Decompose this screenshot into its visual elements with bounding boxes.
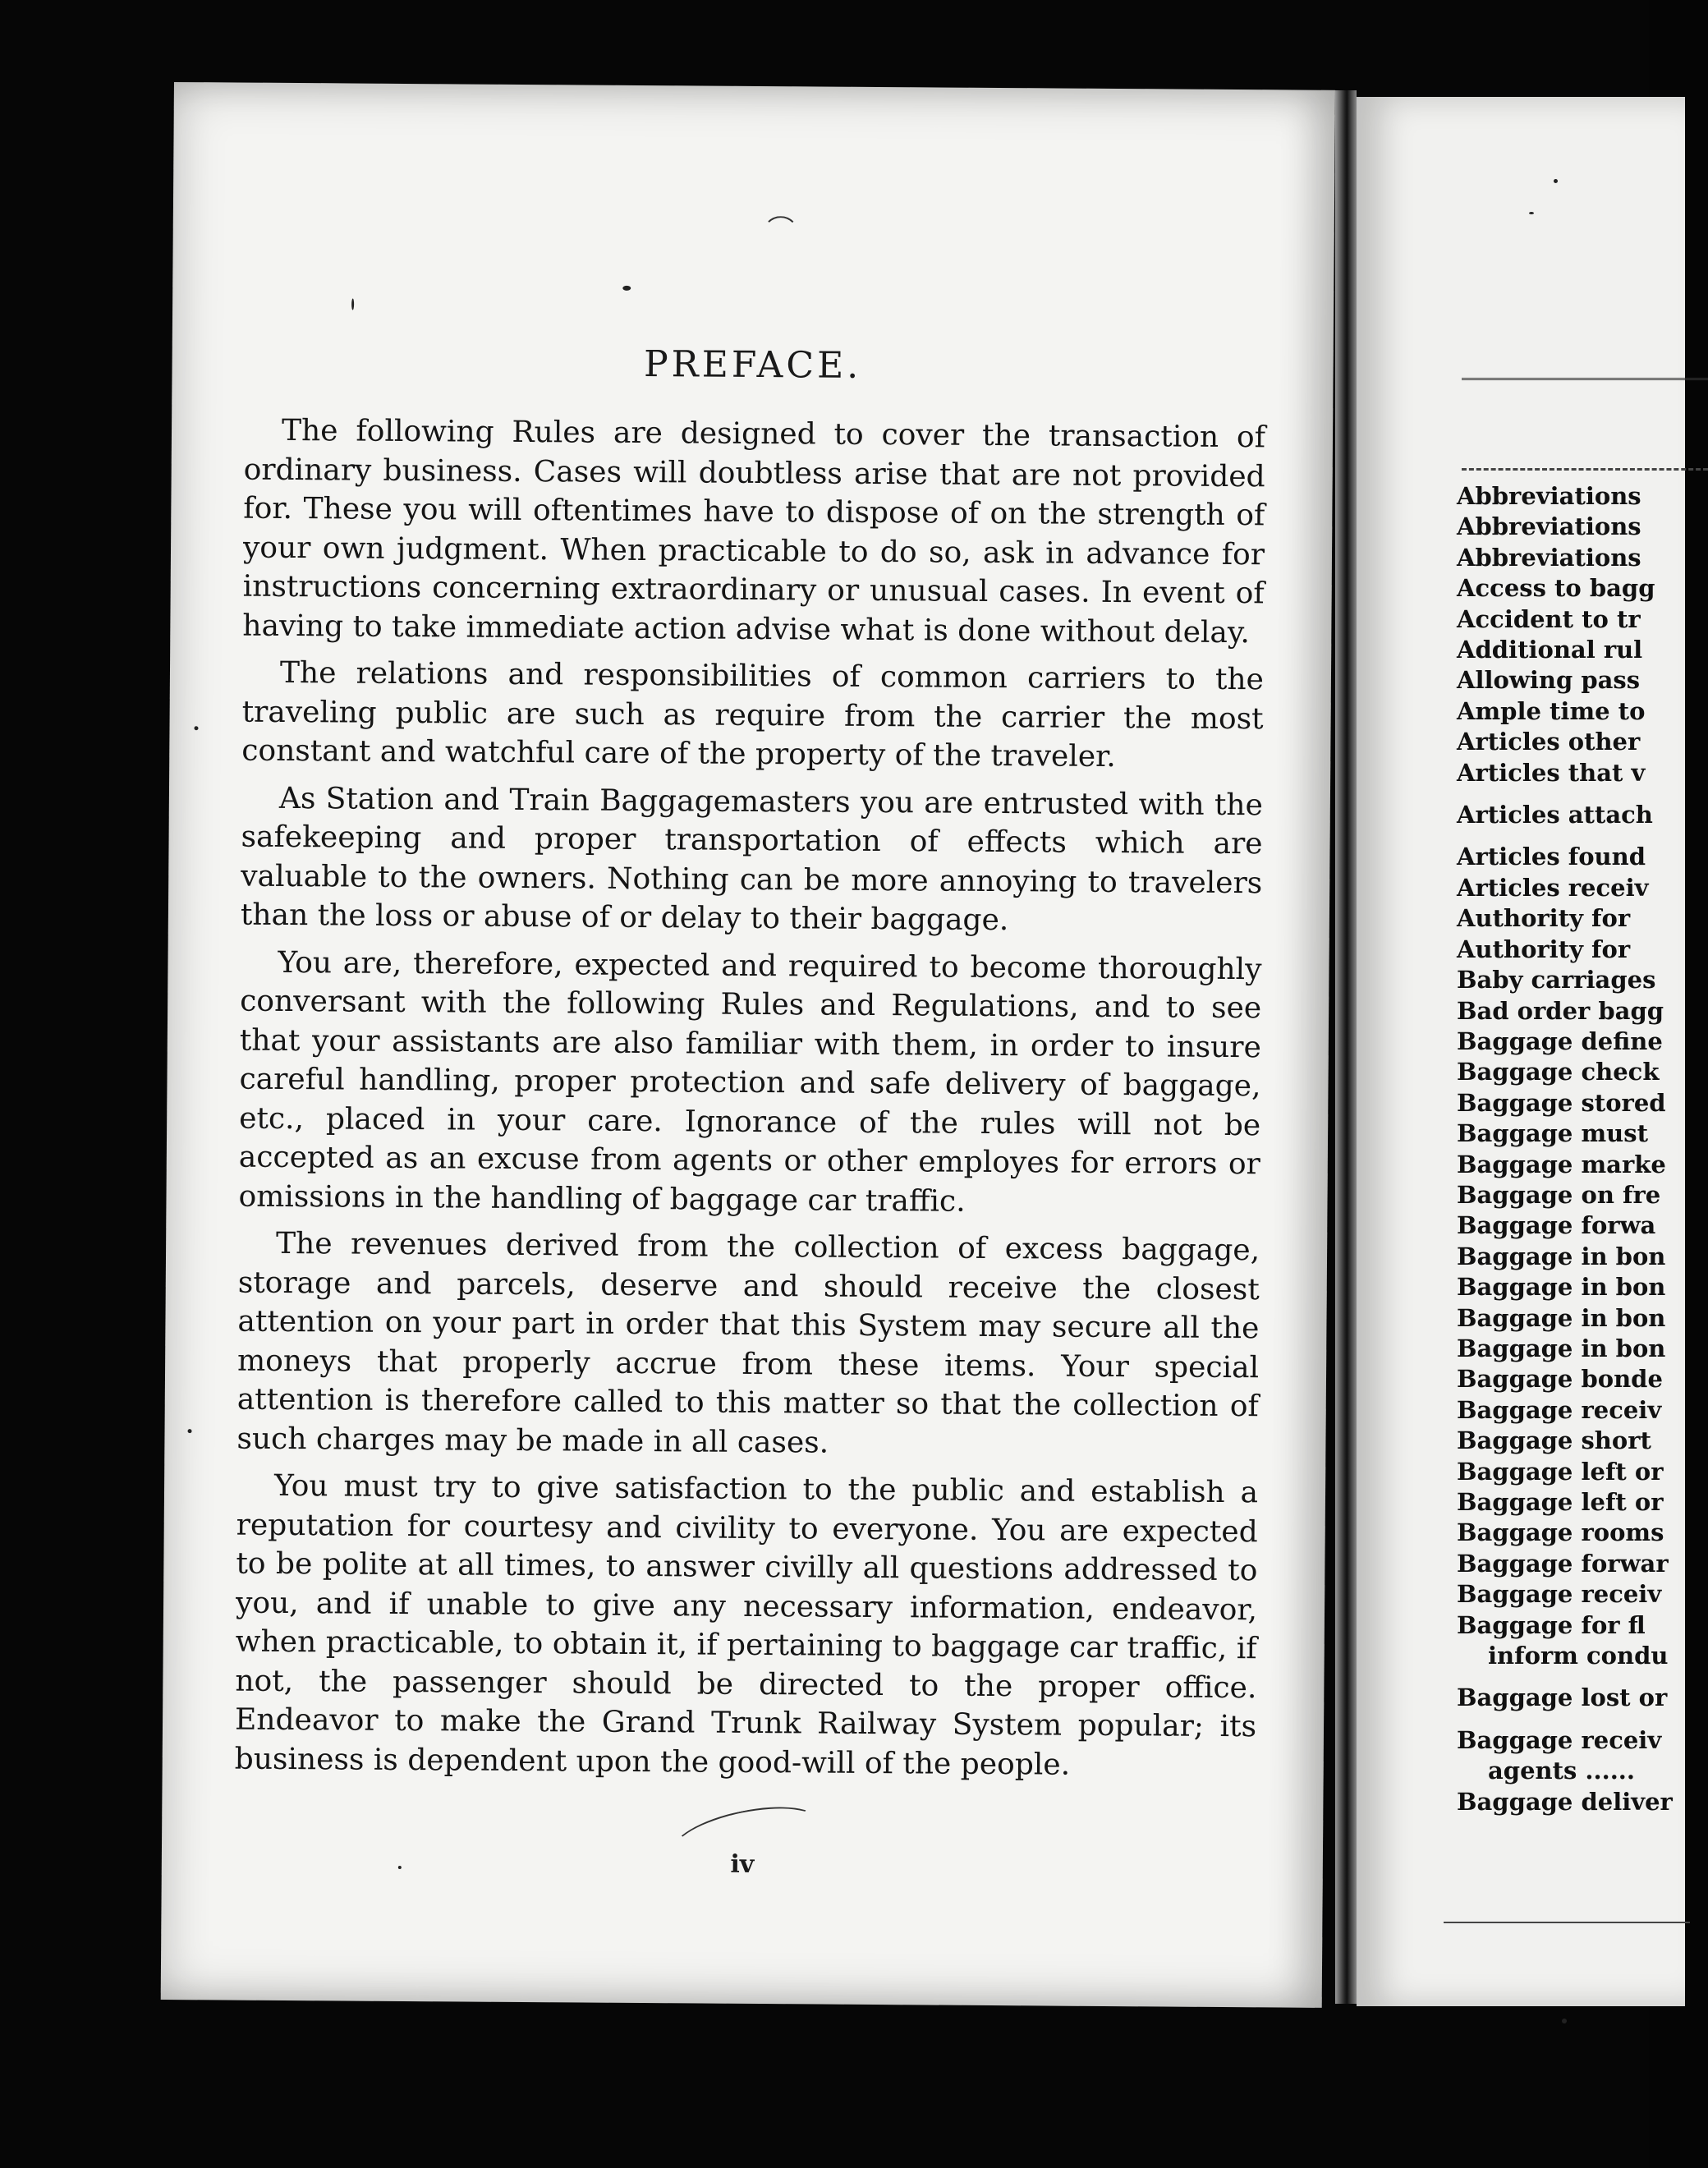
index-entry: Authority for bbox=[1457, 904, 1631, 933]
paragraph: You are, therefore, expected and required to become thoroughly conversant with the following Rules and Regulations, and to see that your assistants are also familiar with them, in order to insure careful handling, proper protection and safe delivery of baggage, etc., placed in your care. Ignorance of the rules will not be accepted as an excuse from agents or other employes for errors or omissions in the handling of baggage car traffic. bbox=[238, 945, 1262, 1219]
index-entry: Baggage bonde bbox=[1457, 1365, 1663, 1394]
index-entry: Baggage marke bbox=[1457, 1150, 1666, 1178]
index-entry: Articles that v bbox=[1457, 758, 1646, 787]
page-number: iv bbox=[730, 1849, 755, 1879]
preface-body bbox=[235, 411, 1266, 1794]
index-entry: Baggage short bbox=[1457, 1426, 1651, 1455]
index-entry: Baggage in bon bbox=[1457, 1242, 1666, 1270]
scan-speck bbox=[1529, 212, 1534, 214]
scan-speck bbox=[351, 299, 354, 310]
index-entry: Baggage receiv bbox=[1457, 1395, 1662, 1424]
index-entry: Abbreviations bbox=[1457, 543, 1641, 572]
index-entry: Articles other bbox=[1457, 728, 1641, 756]
index-entry: Baggage left or bbox=[1457, 1457, 1664, 1486]
index-entry: Baggage receiv bbox=[1457, 1725, 1662, 1754]
index-entry: Articles receiv bbox=[1457, 873, 1649, 902]
index-entry: Accident to tr bbox=[1457, 604, 1641, 633]
index-entry: Baggage define bbox=[1457, 1027, 1663, 1055]
index-entry: Abbreviations bbox=[1457, 482, 1641, 510]
index-entry: Baby carriages bbox=[1457, 966, 1656, 994]
index-entry: Baggage check bbox=[1457, 1058, 1660, 1086]
index-entry: Baggage forwar bbox=[1457, 1549, 1669, 1578]
pen-mark bbox=[763, 216, 799, 252]
paragraph: You must try to give satisfaction to the public and establish a reputation for courtesy and civility to everyone. You are expected to be polite at all times, to answer civilly all questions addressed to you, and if unable to give any necessary information, endeavor, when practicable, to obtain it, if pertaining to baggage car traffic, if not, the passenger should be directed to the proper office. Endeavor to make the Grand Trunk Railway System popular; its business is dependent upon the good-will of the people. bbox=[234, 1468, 1259, 1782]
scan-speck bbox=[194, 726, 198, 730]
dashed-rule bbox=[1462, 468, 1708, 471]
right-page bbox=[1357, 97, 1685, 2006]
page-title: PREFACE. bbox=[643, 343, 862, 387]
left-page bbox=[161, 82, 1335, 2008]
index-entry: Baggage in bon bbox=[1457, 1273, 1666, 1302]
index-entry: Articles found bbox=[1457, 843, 1646, 871]
scan-speck bbox=[622, 286, 631, 291]
index-entry: Authority for bbox=[1457, 935, 1631, 963]
index-entry: Baggage lost or bbox=[1457, 1683, 1668, 1712]
index-entry: Ample time to bbox=[1457, 696, 1646, 725]
index-entry: Articles attach bbox=[1457, 801, 1653, 829]
index-entry: agents ...... bbox=[1488, 1757, 1635, 1785]
index-entry: Baggage for fl bbox=[1457, 1610, 1646, 1639]
double-rule bbox=[1462, 378, 1708, 380]
index-entry: Baggage receiv bbox=[1457, 1580, 1662, 1609]
scan-speck bbox=[188, 1429, 192, 1433]
scan-speck bbox=[1554, 179, 1558, 183]
bottom-rule bbox=[1444, 1922, 1690, 1923]
book-gutter bbox=[1335, 90, 1357, 2004]
index-entry: Bad order bagg bbox=[1457, 996, 1664, 1025]
index-entry: Access to bagg bbox=[1457, 574, 1655, 603]
index-entry: Baggage stored bbox=[1457, 1088, 1666, 1117]
paragraph: As Station and Train Baggagemasters you are entrusted with the safekeeping and proper transportation of effects which are valuable to the owners. Nothing can be more annoying to travelers than the loss or abuse of or delay to their baggage. bbox=[240, 781, 1264, 938]
index-entry: Baggage in bon bbox=[1457, 1334, 1666, 1362]
index-entry: Baggage rooms bbox=[1457, 1518, 1664, 1547]
paragraph: The revenues derived from the collection of excess baggage, storage and parcels, deserve and should receive the closest attention on your part in order that this System may secure all the moneys that properly accrue from these items. Your special attention is therefore called to this matter so that the collection of such charges may be made in all cases. bbox=[236, 1226, 1260, 1460]
paragraph: The following Rules are designed to cover the transaction of ordinary business. Cases will doubtless arise that are not provided for. These you will oftentimes have to dispose of on the strength of your own judgment. When practicable to do so, ask in advance for instructions concerning extraordinary or unusual cases. In event of having to take immediate action advise what is done without delay. bbox=[242, 413, 1266, 650]
index-entry: Baggage must bbox=[1457, 1119, 1648, 1148]
index-entry: Abbreviations bbox=[1457, 512, 1641, 541]
index-entry: Additional rul bbox=[1457, 636, 1643, 664]
index-entry: inform condu bbox=[1488, 1642, 1669, 1670]
index-entry: Baggage forwa bbox=[1457, 1211, 1656, 1240]
index-list bbox=[1457, 481, 1703, 1817]
index-entry: Baggage left or bbox=[1457, 1488, 1664, 1516]
index-entry: Baggage on fre bbox=[1457, 1180, 1661, 1209]
index-entry: Allowing pass bbox=[1457, 666, 1641, 695]
scan-speck bbox=[1562, 2019, 1567, 2023]
paragraph: The relations and responsibilities of common carriers to the traveling public are such as require from the carrier the most constant and watchful care of the property of the traveler. bbox=[241, 655, 1265, 774]
index-entry: Baggage in bon bbox=[1457, 1303, 1666, 1332]
index-entry: Baggage deliver bbox=[1457, 1787, 1673, 1816]
scan-speck bbox=[398, 1866, 402, 1869]
